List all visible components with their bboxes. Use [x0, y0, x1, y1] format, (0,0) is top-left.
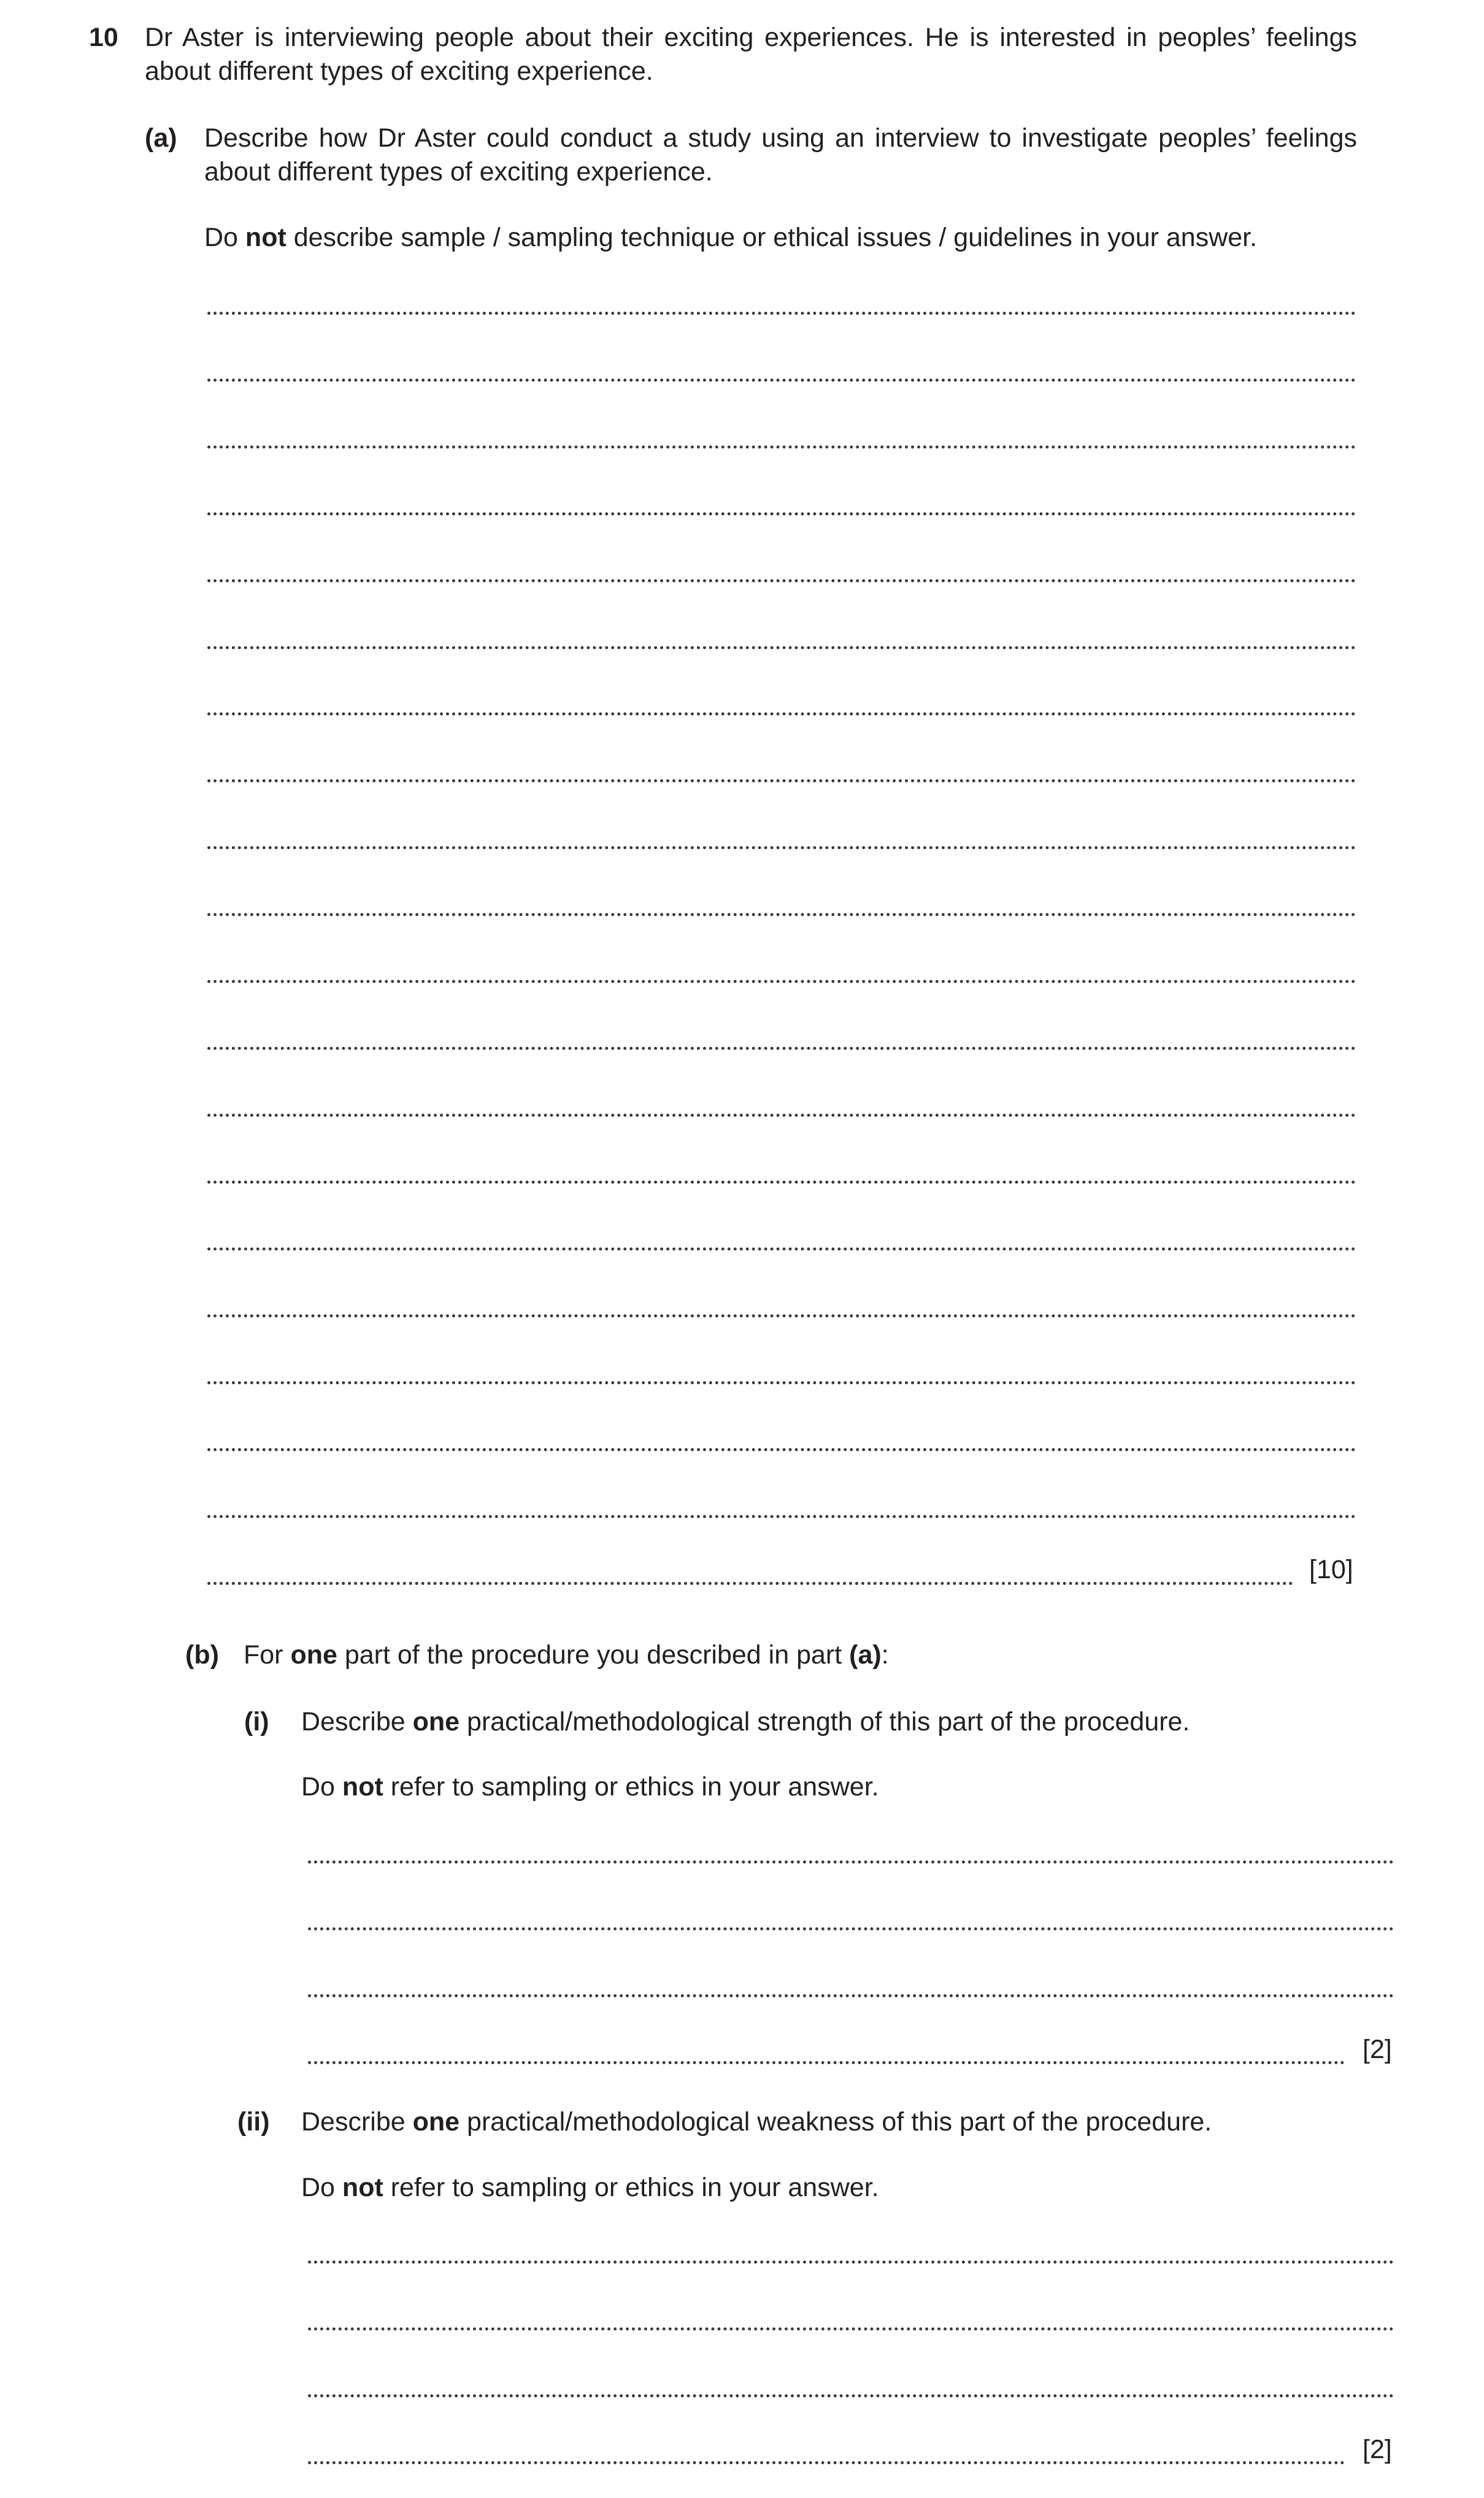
prompt-post: practical/methodological strength of this part of the procedure. [459, 1707, 1190, 1737]
part-b-label: (b) [185, 1640, 219, 1670]
prompt-emphasis: one [412, 1707, 460, 1737]
part-b-intro [244, 1638, 889, 1672]
answer-line[interactable] [308, 2394, 1394, 2397]
intro-emphasis-part: (a) [849, 1640, 882, 1670]
part-a-instruction [204, 221, 1257, 255]
question-stem: Dr Aster is interviewing people about their exciting experiences. He is interested in peoples’ feelings about different types of exciting experience. [145, 23, 1357, 86]
answer-line[interactable] [308, 1860, 1394, 1864]
instruction-post: refer to sampling or ethics in your answer. [383, 2173, 879, 2202]
intro-emphasis-one: one [290, 1640, 337, 1670]
answer-line[interactable] [308, 2261, 1394, 2264]
answer-line[interactable] [207, 1582, 1293, 1585]
answer-line[interactable] [207, 1381, 1356, 1384]
question-number: 10 [89, 23, 118, 52]
instruction-emphasis: not [342, 1772, 383, 1802]
part-b-i-prompt [301, 1705, 1190, 1739]
instruction-pre: Do [301, 1772, 342, 1802]
intro-pre: For [244, 1640, 291, 1670]
part-b-ii-instruction [301, 2171, 879, 2205]
part-a-prompt: Describe how Dr Aster could conduct a study using an interview to investigate peoples’ feelings about different types of exciting experience. [204, 123, 1357, 187]
part-b-i-label: (i) [244, 1707, 269, 1737]
answer-line[interactable] [207, 1448, 1356, 1451]
answer-line[interactable] [207, 779, 1356, 782]
answer-line[interactable] [207, 646, 1356, 649]
answer-line[interactable] [207, 846, 1356, 849]
part-b-ii-label: (ii) [237, 2107, 270, 2137]
answer-line[interactable] [207, 1181, 1356, 1184]
answer-line[interactable] [308, 2327, 1394, 2330]
part-b-i-instruction [301, 1770, 879, 1804]
instruction-emphasis: not [245, 223, 286, 252]
instruction-emphasis: not [342, 2173, 383, 2202]
answer-line[interactable] [207, 1114, 1356, 1117]
answer-line[interactable] [207, 579, 1356, 582]
prompt-pre: Describe [301, 2107, 413, 2137]
answer-line[interactable] [207, 445, 1356, 449]
answer-line[interactable] [207, 980, 1356, 983]
answer-line[interactable] [207, 1515, 1356, 1518]
instruction-pre: Do [204, 223, 245, 252]
answer-line[interactable] [207, 512, 1356, 515]
answer-line[interactable] [308, 1994, 1394, 1997]
part-b-ii-prompt [301, 2105, 1212, 2139]
instruction-post: describe sample / sampling technique or ethical issues / guidelines in your answer. [286, 223, 1258, 252]
answer-line[interactable] [207, 712, 1356, 715]
intro-mid: part of the procedure you described in part [337, 1640, 850, 1670]
answer-line[interactable] [207, 1314, 1356, 1317]
intro-post: : [881, 1640, 889, 1670]
prompt-emphasis: one [412, 2107, 460, 2137]
answer-line[interactable] [207, 379, 1356, 382]
part-b-i-marks: [2] [1363, 2035, 1392, 2064]
part-a-label: (a) [145, 123, 177, 153]
answer-line[interactable] [308, 2061, 1345, 2064]
answer-line[interactable] [207, 1047, 1356, 1050]
answer-line[interactable] [308, 1927, 1394, 1930]
answer-line[interactable] [207, 913, 1356, 916]
instruction-post: refer to sampling or ethics in your answer. [383, 1772, 879, 1802]
prompt-post: practical/methodological weakness of this part of the procedure. [459, 2107, 1212, 2137]
answer-line[interactable] [207, 1247, 1356, 1251]
prompt-pre: Describe [301, 1707, 413, 1737]
answer-line[interactable] [308, 2461, 1345, 2464]
part-a-marks: [10] [1309, 1555, 1353, 1584]
part-b-ii-marks: [2] [1363, 2435, 1392, 2464]
instruction-pre: Do [301, 2173, 342, 2202]
answer-line[interactable] [207, 312, 1356, 315]
